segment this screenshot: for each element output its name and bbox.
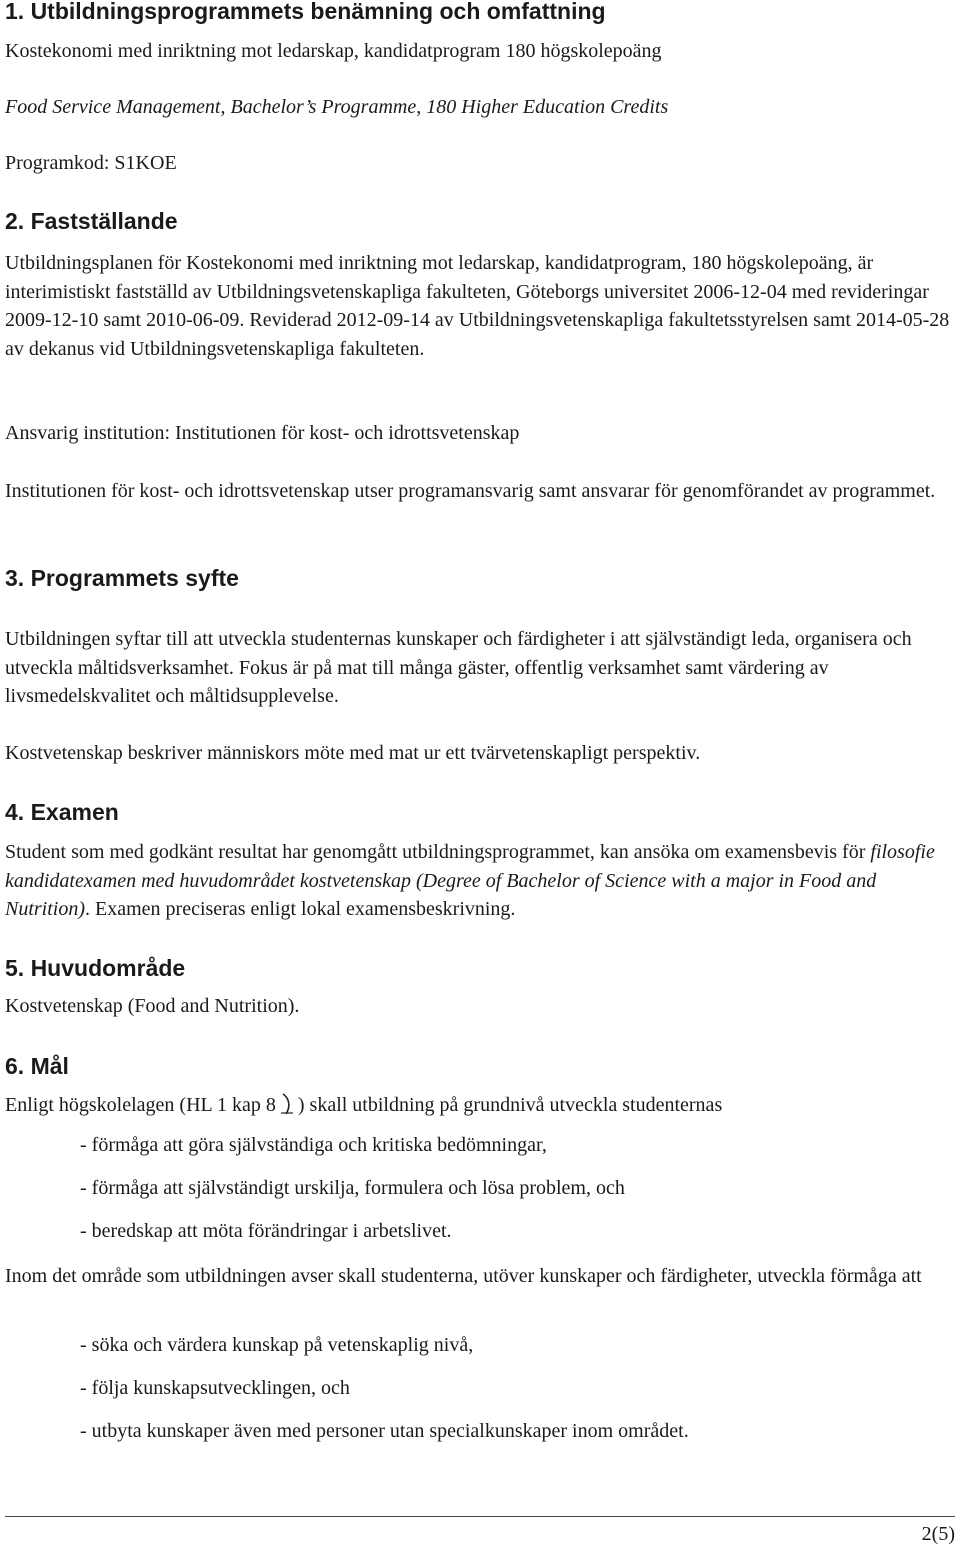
establishment-paragraph: Utbildningsplanen för Kostekonomi med inriktning mot ledarskap, kandidatprogram, 180 högskolepoäng, är interimistiskt fastställd av Utbildningsvetenskapliga fakulteten, Göteborgs universitet 2006-12-04 med revideringar 2009-12-10 samt 2010-06-09. Reviderad 2012-09-14 av Utbildningsvetenskapliga fakultetsstyrelsen samt 2014-05-28 av dekanus vid Utbildningsvetenskapliga fakulteten. [5, 252, 950, 360]
purpose-paragraph-2: Kostvetenskap beskriver människors möte med mat ur ett tvärvetenskapligt perspektiv. [5, 742, 701, 764]
goals-intro-a: Enligt högskolelagen (HL 1 kap 8 [5, 1094, 276, 1116]
degree-text-a: Student som med godkänt resultat har genomgått utbildningsprogrammet, kan ansöka om examensbevis för [5, 841, 871, 863]
degree-title: filosofie kandidatexamen med huvudområdet kostvetenskap (Degree of Bachelor of Science with a major in Food and Nutrition) [5, 841, 935, 920]
goals-intro-2: Inom det område som utbildningen avser skall studenterna, utöver kunskaper och färdigheter, utveckla förmåga att [5, 1265, 922, 1287]
degree-paragraph [5, 838, 955, 924]
goal-list-item: - följa kunskapsutvecklingen, och [80, 1377, 350, 1399]
section-6-heading: 6. Mål [5, 1053, 69, 1079]
goals-intro [5, 1091, 955, 1120]
section-4-heading: 4. Examen [5, 799, 119, 825]
section-1-heading: 1. Utbildningsprogrammets benämning och omfattning [5, 0, 606, 24]
goal-list-item: - utbyta kunskaper även med personer utan specialkunskaper inom området. [80, 1420, 689, 1442]
program-code: Programkod: S1KOE [5, 152, 177, 174]
section-5-heading: 5. Huvudområde [5, 955, 186, 981]
goal-list-item: - söka och värdera kunskap på vetenskaplig nivå, [80, 1334, 474, 1356]
degree-text-b: . Examen preciseras enligt lokal examensbeskrivning. [85, 898, 516, 920]
program-name-sv: Kostekonomi med inriktning mot ledarskap, kandidatprogram 180 högskolepoäng [5, 40, 662, 62]
goal-list-item: - förmåga att göra självständiga och kritiska bedömningar, [80, 1134, 547, 1156]
main-field: Kostvetenskap (Food and Nutrition). [5, 995, 300, 1017]
goal-list-item: - beredskap att möta förändringar i arbetslivet. [80, 1220, 452, 1242]
responsible-paragraph: Institutionen för kost- och idrottsvetenskap utser programansvarig samt ansvarar för genomförandet av programmet. [5, 480, 936, 502]
program-name-en: Food Service Management, Bachelor’s Programme, 180 Higher Education Credits [5, 96, 669, 118]
footer-divider [5, 1516, 955, 1517]
responsible-institution: Ansvarig institution: Institutionen för kost- och idrottsvetenskap [5, 422, 520, 444]
section-3-heading: 3. Programmets syfte [5, 565, 239, 591]
purpose-paragraph: Utbildningen syftar till att utveckla studenternas kunskaper och färdigheter i att självständigt leda, organisera och utveckla måltidsverksamhet. Fokus är på mat till många gäster, offentlig verksamhet samt värdering av livsmedelskvalitet och måltidsupplevelse. [5, 628, 912, 707]
goals-intro-b: ) skall utbildning på grundnivå utveckla studenternas [297, 1094, 723, 1116]
section-2-heading: 2. Fastställande [5, 208, 178, 234]
goal-list-item: - förmåga att självständigt urskilja, formulera och lösa problem, och [80, 1177, 625, 1199]
page-number: 2(5) [921, 1523, 955, 1545]
paragraph-link-icon [280, 1093, 294, 1115]
